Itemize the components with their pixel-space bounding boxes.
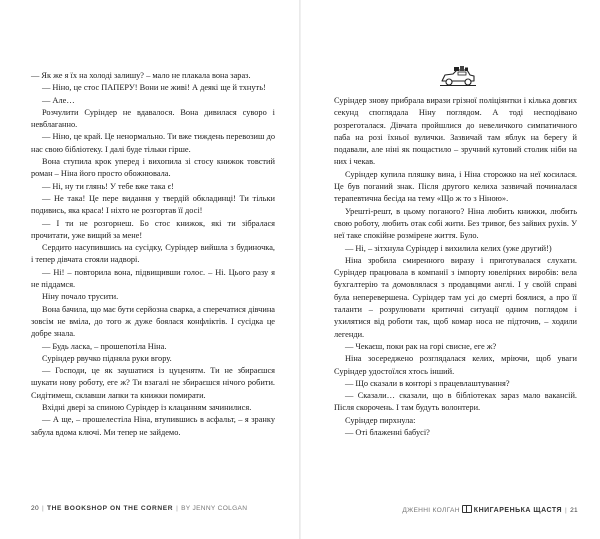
paragraph: Суріндер знову прибрала вирази грізної поліціянтки і кілька довгих секунд споглядала Ніну поглядом. А тоді несподівано розреготалася. Дівчата пройшлися до невеличкого симпатичного паба на розі їхньої вулички. Зазвичай там яблук на берегу й подавали, але ніні як пощастило – зручний кутовий столик ніби на них і чекав. [334,96,577,167]
paragraph: Суріндер рвучко підняла руки вгору. [42,353,172,363]
paragraph: — А ще, – прошелестіла Ніна, втупившись в асфальт, – я зранку забула вдома ключі. Ми тепер не зайдемо. [31,415,275,437]
paragraph: — Сказали… сказали, що в бібліотеках зараз мало вакансій. Після скорочень. І там будуть волонтери. [334,391,577,413]
paragraph: Вона ступила крок уперед і вихопила зі стосу книжок товстий роман – Ніна його просто обожнювала. [31,157,275,179]
paragraph: — Будь ласка, – прошепотіла Ніна. [42,341,167,351]
series-title: THE BOOKSHOP ON THE CORNER [46,505,174,512]
footer-author: BY JENNY COLGAN [181,505,248,512]
book-title: КНИГАРЕНЬКА ЩАСТЯ [473,507,563,514]
book-icon [462,505,472,513]
paragraph: Урешті-решт, в цьому поганого? Ніна любить книжки, любить свою роботу, любить отак собі жити. Без тривог, без зайвих рухів. У неї таке спокійне розмірене життя. Було. [334,206,577,241]
paragraph: — Що сказали в конторі з працевлаштування? [345,378,510,388]
paragraph: Вона бачила, що має бути серйозна сварка, а сперечатися дівчина зовсім не вміла, до того ж дуже боялася конфліктів. І сусідка це добре знала. [31,304,275,339]
paragraph: — І ти не розгорнеш. Бо стос книжок, які ти зібралася прочитати, уже вищий за мене! [31,218,275,240]
page-number: 20 [31,505,39,512]
paragraph: — Чекаєш, поки рак на горі свисне, еге ж? [345,341,497,351]
right-page-text [334,95,577,439]
paragraph: — Ні! – повторила вона, підвищивши голос. – Ні. Цього разу я не піддамся. [31,267,275,290]
paragraph: — Не така! Це пере видання у твердій обкладинці! Ти тільки подивись, яка краса! І ніхто не розгортав її досі! [31,193,275,216]
paragraph: Сердито насупившись на сусідку, Суріндер вийшла з будиночка, і тепер дівчата стояли надворі. [31,243,275,265]
footer-author: ДЖЕННІ КОЛГАН [402,507,460,514]
footer-separator: | [176,505,179,512]
paragraph: — Але… [42,95,75,105]
left-footer [31,505,247,512]
left-page [0,0,299,539]
paragraph: — Ні, – зітхнула Суріндер і вихилила келих (уже другий!) [345,243,552,253]
paragraph: — Ніно, це стос ПАПЕРУ! Вони не живі! А деякі ще й тхнуть! [42,83,266,93]
footer-separator: | [41,505,44,512]
left-page-text [31,70,275,439]
right-footer [402,505,578,514]
paragraph: — Ні, ну ти глянь! У тебе вже така є! [42,181,174,191]
paragraph: Суріндер купила пляшку вина, і Ніна сторожко на неї косилася. Це був поганий знак. Після другого келиха зазвичай починалася терапевтична бесіда на тему «Що ж то з Ніною». [334,169,577,204]
car-with-books-ornament-icon [439,66,477,88]
paragraph: — Оті блаженні бабусі? [345,428,430,438]
paragraph: — Господи, це як заушатися із цуценятм. Ти не збираєшся шукати нову роботу, еге ж? Ти взагалі не збираєшся нічого робити. Сидітимеш, склавши лапки та книжки помирати. [31,366,275,400]
paragraph: Ніна зосереджено розглядалася келих, мріючи, щоб уваги Суріндер удостоїлся хтось інший. [334,354,577,376]
paragraph: — Ніно, це край. Це ненормально. Ти вже тиждень перевозиш до нас свою бібліотеку. І далі буде тільки гірше. [31,132,275,154]
footer-separator: | [565,507,568,514]
paragraph: Суріндер пирхнула: [345,415,416,425]
page-number: 21 [570,507,578,514]
paragraph: — Як же я їх на холоді залишу? – мало не плакала вона зараз. [31,71,251,80]
paragraph: Ніну почало трусити. [42,292,119,302]
paragraph: Вхідні двері за спиною Суріндер із клацанням зачинилися. [42,403,252,413]
paragraph: Ніна зробила смиренного виразу і приготувалася слухати. Суріндер працювала в компанії з імпорту ювелірних виробів: вела бухгалтерію та домовлялася з продавцями англі. І у своїй справі була неперевершена. Суріндер там усі до смерті боялися, а про її таланти – розрулювати критичні ситуації одним поглядом і ухилятися від роботи так, щоб комар носа не підточив, – ходили легенди. [334,255,577,339]
paragraph: Розчулити Суріндер не вдавалося. Вона дивилася суворо і невблаганно. [31,107,275,130]
